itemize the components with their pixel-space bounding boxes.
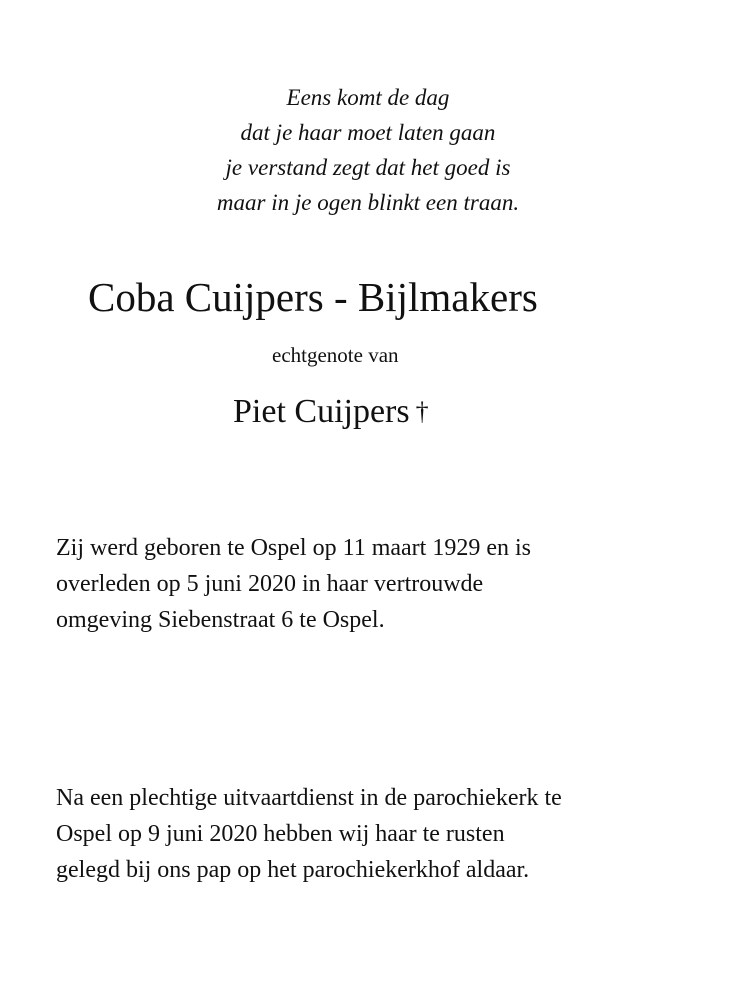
- paragraph-line: overleden op 5 juni 2020 in haar vertrouwde: [56, 571, 484, 597]
- deceased-name: Coba Cuijpers - Bijlmakers: [88, 274, 538, 320]
- paragraph-line: omgeving Siebenstraat 6 te Ospel.: [56, 607, 385, 633]
- spouse-heading: [233, 390, 429, 436]
- spouse-name: Piet Cuijpers: [233, 393, 410, 430]
- paragraph-line: Zij werd geboren te Ospel op 11 maart 1929 en is: [56, 535, 531, 561]
- poem-line: je verstand zegt dat het goed is: [225, 155, 511, 180]
- paragraph-line: Ospel op 9 juni 2020 hebben wij haar te rusten: [56, 821, 505, 847]
- paragraph-line: Na een plechtige uitvaartdienst in de parochiekerk te: [56, 785, 562, 811]
- poem-line: maar in je ogen blinkt een traan.: [216, 190, 520, 215]
- poem-line: dat je haar moet laten gaan: [240, 120, 496, 145]
- relation-label: echtgenote van: [272, 343, 399, 367]
- memorial-poem: [0, 80, 736, 220]
- cross-symbol: †: [415, 397, 429, 426]
- paragraph-line: gelegd bij ons pap op het parochiekerkhof aldaar.: [56, 857, 530, 883]
- birth-death-paragraph: [56, 530, 531, 638]
- poem-line: Eens komt de dag: [286, 85, 450, 110]
- funeral-paragraph: [56, 780, 562, 888]
